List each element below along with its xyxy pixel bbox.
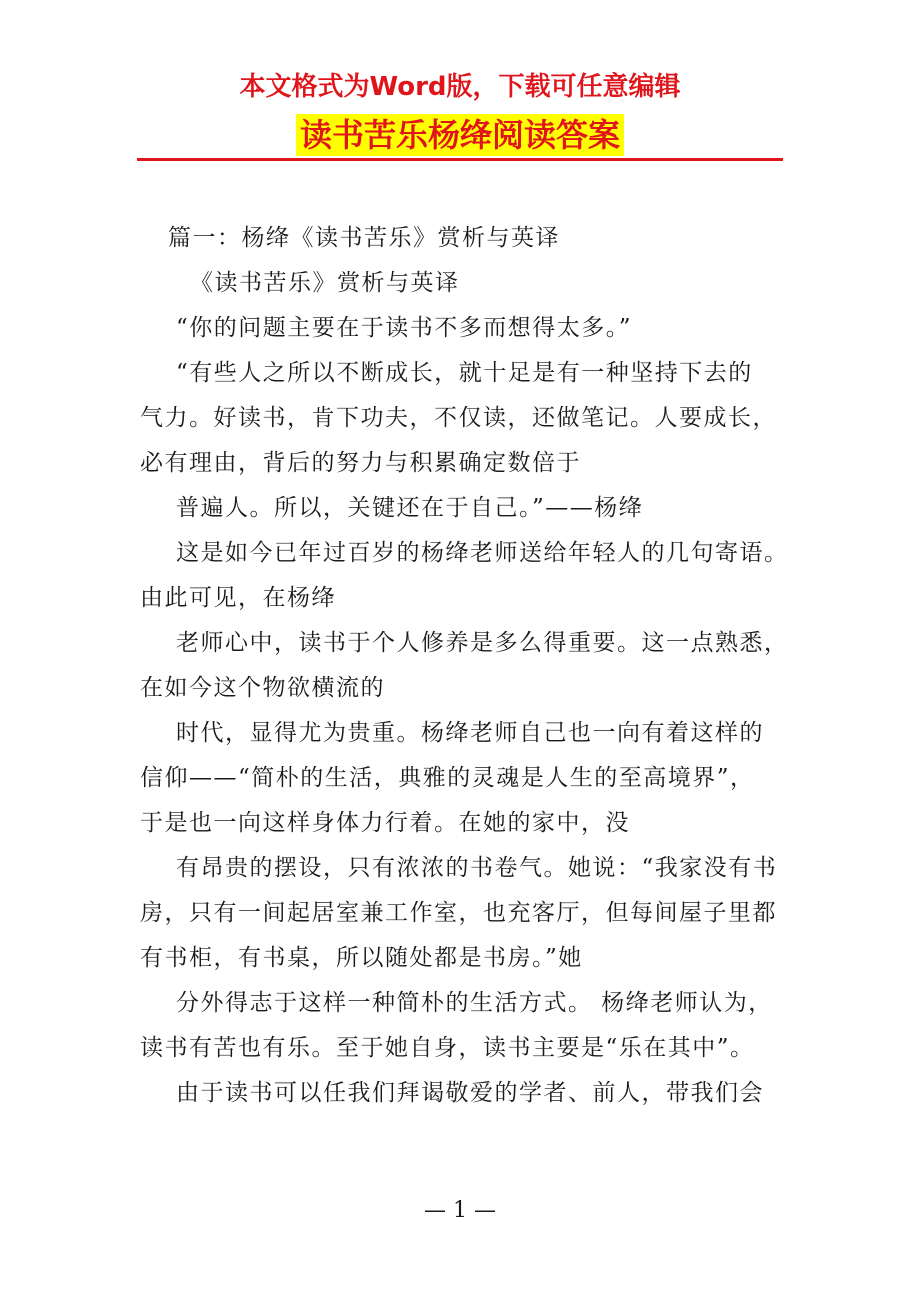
document-title: 读书苦乐杨绛阅读答案 (296, 114, 624, 156)
title-divider (137, 158, 783, 161)
paragraph-line: “你的问题主要在于读书不多而想得太多。” (176, 315, 633, 341)
paragraph-line: 读书有苦也有乐。至于她自身，读书主要是“乐在其中”。 (140, 1035, 755, 1061)
subheading: 《读书苦乐》赏析与英译 (190, 270, 460, 296)
page-number: — 1 — (424, 1198, 496, 1223)
paragraph-line: 普遍人。所以，关键还在于自己。”——杨绛 (176, 495, 644, 521)
paragraph-line: 信仰——“简朴的生活，典雅的灵魂是人生的至高境界”， (140, 765, 755, 791)
paragraph-line: 有书柜，有书桌，所以随处都是书房。”她 (140, 945, 583, 971)
paragraph-line: 气力。好读书，肯下功夫，不仅读，还做笔记。人要成长， (140, 405, 777, 431)
format-note: 本文格式为Word版，下载可任意编辑 (239, 72, 681, 102)
paragraph-line: 这是如今已年过百岁的杨绛老师送给年轻人的几句寄语。 (176, 540, 789, 566)
paragraph-line: 分外得志于这样一种简朴的生活方式。 杨绛老师认为， (176, 990, 773, 1016)
title-block (0, 114, 920, 156)
paragraph-line: 由于读书可以任我们拜谒敬爱的学者、前人，带我们会 (176, 1080, 764, 1106)
document-body (140, 220, 789, 1112)
section-heading: 篇一：杨绛《读书苦乐》赏析与英译 (168, 225, 560, 251)
paragraph-line: “有些人之所以不断成长，就十足是有一种坚持下去的 (176, 360, 753, 386)
paragraph-line: 老师心中，读书于个人修养是多么得重要。这一点熟悉， (176, 630, 789, 656)
paragraph-line: 有昂贵的摆设，只有浓浓的书卷气。她说：“我家没有书 (176, 855, 778, 881)
paragraph-line: 房，只有一间起居室兼工作室，也充客厅，但每间屋子里都 (140, 900, 777, 926)
paragraph-line: 由此可见，在杨绛 (140, 585, 336, 611)
paragraph-line: 于是也一向这样身体力行着。在她的家中，没 (140, 810, 630, 836)
paragraph-line: 在如今这个物欲横流的 (140, 675, 385, 701)
paragraph-line: 必有理由，背后的努力与积累确定数倍于 (140, 450, 581, 476)
paragraph-line: 时代，显得尤为贵重。杨绛老师自己也一向有着这样的 (176, 720, 764, 746)
